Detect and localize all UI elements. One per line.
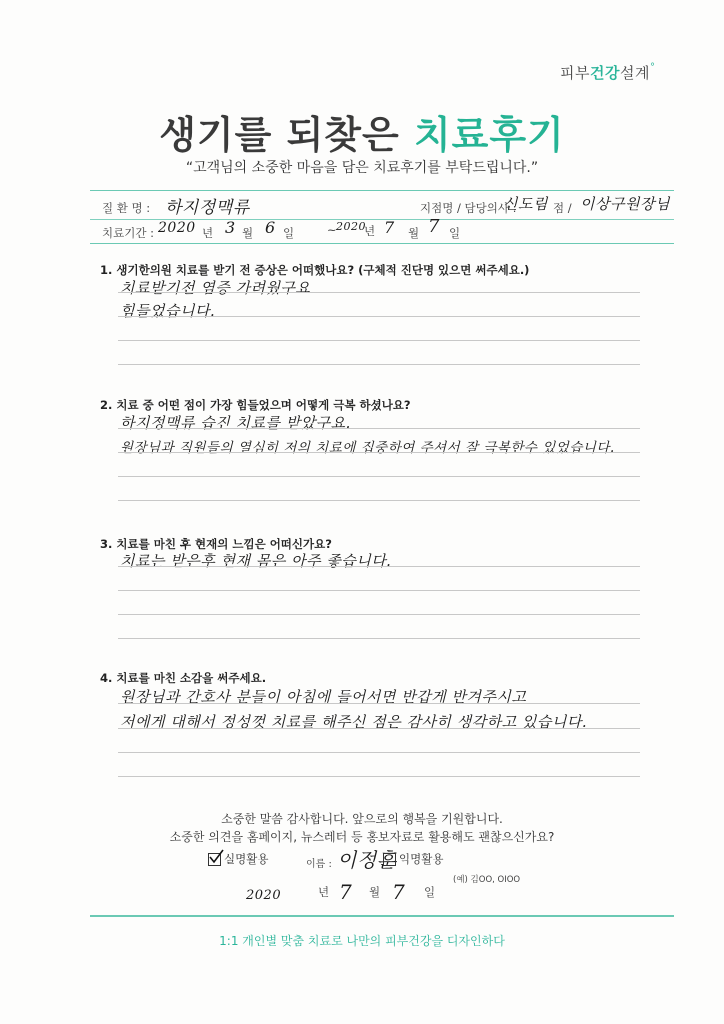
branch-value[interactable]: 신도림 xyxy=(503,195,548,213)
page-subtitle: “고객님의 소중한 마음을 담은 치료후기를 부탁드립니다.” xyxy=(185,160,539,176)
answer-3-line-1[interactable]: 치료는 받은후 현재 몸은 아주 좋습니다. xyxy=(120,552,392,570)
brand-text-a: 피부 xyxy=(560,64,590,82)
name-example: (예) 김OO, OIOO xyxy=(453,875,521,885)
answer-line xyxy=(118,728,640,729)
header-bottom-rule xyxy=(90,243,674,244)
answer-line xyxy=(118,776,640,777)
answer-line xyxy=(118,428,640,429)
answer-line xyxy=(118,476,640,477)
answer-line xyxy=(118,638,640,639)
brand-text-accent: 건강 xyxy=(589,64,620,82)
brand-logo xyxy=(560,62,655,83)
real-name-label: 실명활용 xyxy=(224,852,269,866)
name-label: 이름 : xyxy=(306,859,332,870)
answer-4-line-2[interactable]: 저에게 대해서 정성껏 치료를 해주신 점은 감사히 생각하고 있습니다. xyxy=(120,713,588,731)
answer-line xyxy=(118,452,640,453)
answer-line xyxy=(118,614,640,615)
answer-1-line-2[interactable]: 힘들었습니다. xyxy=(120,302,216,320)
answer-4-line-1[interactable]: 원장님과 간호사 분들이 아침에 들어서면 반갑게 반겨주시고 xyxy=(120,688,527,706)
thanks-line-2: 소중한 의견을 홈페이지, 뉴스레터 등 홍보자료로 활용해도 괜찮으신가요? xyxy=(169,830,555,844)
question-2: 2. 치료 중 어떤 점이 가장 힘들었으며 어떻게 극복 하셨나요? xyxy=(100,398,411,412)
answer-line xyxy=(118,752,640,753)
end-month[interactable]: 7 xyxy=(384,218,395,237)
branch-suffix: 점 / xyxy=(553,201,572,215)
date-day[interactable]: 7 xyxy=(392,880,406,904)
period-label: 치료기간 : xyxy=(102,226,154,240)
start-year[interactable]: 2020 xyxy=(158,220,196,236)
answer-line xyxy=(118,292,640,293)
brand-dot-icon: ° xyxy=(649,62,656,73)
answer-line xyxy=(118,364,640,365)
brand-text-b: 설계 xyxy=(619,64,650,82)
date-month-unit: 월 xyxy=(369,885,381,899)
answer-line xyxy=(118,590,640,591)
start-day-unit: 일 xyxy=(283,226,295,240)
end-day-unit: 일 xyxy=(449,226,461,240)
start-day[interactable]: 6 xyxy=(265,218,276,237)
title-part-accent: 치료후기 xyxy=(413,113,565,157)
answer-line xyxy=(118,500,640,501)
date-month[interactable]: 7 xyxy=(339,880,353,904)
title-part-a: 생기를 되찾은 xyxy=(159,113,414,157)
checkmark-icon xyxy=(208,849,224,865)
end-day[interactable]: 7 xyxy=(428,216,440,237)
end-month-unit: 월 xyxy=(408,226,420,240)
anon-option[interactable] xyxy=(383,851,443,867)
date-year[interactable]: 2020 xyxy=(246,888,282,903)
branch-label: 지점명 / 담당의사 : xyxy=(420,201,517,215)
name-value[interactable]: 이정훈 xyxy=(337,848,397,872)
date-year-unit: 년 xyxy=(318,885,330,899)
thanks-line-1: 소중한 말씀 감사합니다. 앞으로의 행복을 기원합니다. xyxy=(221,812,503,826)
question-4: 4. 치료를 마친 소감을 써주세요. xyxy=(100,671,267,685)
real-name-option[interactable] xyxy=(208,851,268,867)
anon-checkbox[interactable] xyxy=(383,853,396,866)
disease-label: 질 환 명 : xyxy=(102,201,151,215)
answer-2-line-1[interactable]: 하지정맥류 습진 치료를 받았구요. xyxy=(120,414,351,432)
footer-rule xyxy=(90,915,674,917)
footer-slogan: 1:1 개인별 맞춤 치료로 나만의 피부건강을 디자인하다 xyxy=(219,934,505,948)
answer-line xyxy=(118,340,640,341)
start-year-unit: 년 xyxy=(202,226,214,240)
doctor-value[interactable]: 이상구원장님 xyxy=(580,195,670,213)
start-month[interactable]: 3 xyxy=(225,218,236,237)
answer-1-line-1[interactable]: 치료받기전 염증 가려웠구요 xyxy=(120,279,311,297)
answer-line xyxy=(118,316,640,317)
start-month-unit: 월 xyxy=(242,226,254,240)
end-year-unit: 년 xyxy=(364,224,376,238)
date-day-unit: 일 xyxy=(424,885,436,899)
question-1: 1. 생기한의원 치료를 받기 전 증상은 어떠했나요? (구체적 진단명 있으면 써주세요.) xyxy=(100,263,530,277)
header-top-rule xyxy=(90,190,674,191)
disease-value[interactable]: 하지정맥류 xyxy=(165,198,250,218)
real-name-checkbox[interactable] xyxy=(208,853,221,866)
page-title xyxy=(0,104,724,159)
answer-2-line-2[interactable]: 원장님과 직원들의 열심히 저의 치료에 집중하여 주셔서 잘 극복한수 있었습니다. xyxy=(120,440,615,456)
anon-label: 익명활용 xyxy=(399,852,444,866)
answer-line xyxy=(118,703,640,704)
period-tilde: ~ xyxy=(327,223,337,237)
end-year[interactable]: 2020 xyxy=(336,220,366,233)
answer-line xyxy=(118,566,640,567)
question-3: 3. 치료를 마친 후 현재의 느낌은 어떠신가요? xyxy=(100,537,332,551)
